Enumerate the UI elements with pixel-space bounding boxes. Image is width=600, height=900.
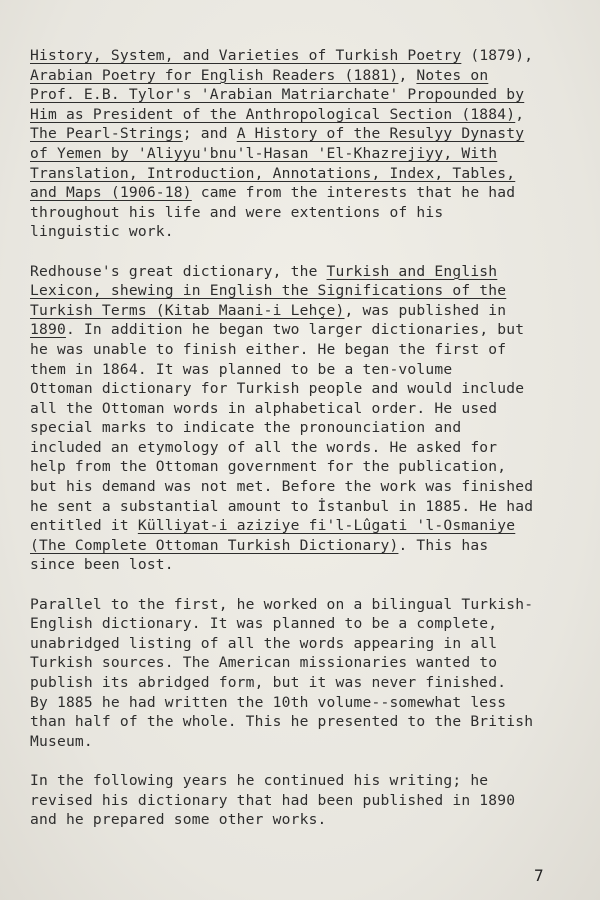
- text-segment: English dictionary. It was planned to be a complete,: [30, 615, 498, 633]
- text-line: [30, 771, 578, 791]
- underlined-title: Notes on: [416, 66, 489, 84]
- text-line: [30, 105, 578, 125]
- text-line: [30, 144, 578, 164]
- text-segment: ; and: [182, 125, 237, 143]
- text-segment: help from the Ottoman government for the publication,: [30, 458, 507, 476]
- text-line: [30, 536, 578, 556]
- text-segment: he was unable to finish either. He began the first of: [30, 340, 507, 358]
- paragraph: [30, 771, 578, 830]
- text-line: [30, 301, 578, 321]
- paragraph: [30, 262, 578, 576]
- text-segment: he sent a substantial amount to İstanbul in 1885. He had: [30, 497, 534, 515]
- text-segment: revised his dictionary that had been published in 1890: [30, 791, 516, 809]
- text-line: [30, 85, 578, 105]
- text-segment: since been lost.: [30, 556, 174, 574]
- underlined-title: and Maps (1906-18): [30, 184, 192, 202]
- text-segment: ,: [515, 105, 525, 123]
- text-segment: Parallel to the first, he worked on a bilingual Turkish-: [30, 595, 534, 613]
- paragraph: [30, 46, 578, 242]
- underlined-title: Arabian Poetry for English Readers (1881): [30, 66, 399, 84]
- text-segment: linguistic work.: [30, 223, 174, 241]
- text-line: [30, 693, 578, 713]
- text-line: [30, 164, 578, 184]
- text-line: [30, 732, 578, 752]
- text-line: [30, 673, 578, 693]
- underlined-title: of Yemen by 'Aliyyu'bnu'l-Hasan 'El-Khazrejiyy, With: [30, 144, 498, 162]
- underlined-title: Prof. E.B. Tylor's 'Arabian Matriarchate' Propounded by: [30, 86, 525, 104]
- text-segment: included an etymology of all the words. He asked for: [30, 438, 498, 456]
- text-line: [30, 497, 578, 517]
- text-line: [30, 477, 578, 497]
- text-line: [30, 614, 578, 634]
- text-line: [30, 653, 578, 673]
- text-segment: . In addition he began two larger dictionaries, but: [65, 321, 525, 339]
- text-line: [30, 712, 578, 732]
- underlined-title: (The Complete Ottoman Turkish Dictionary): [30, 536, 399, 554]
- underlined-title: History, System, and Varieties of Turkish Poetry: [30, 47, 462, 64]
- text-segment: (1879),: [461, 47, 534, 64]
- text-line: [30, 555, 578, 575]
- text-line: [30, 457, 578, 477]
- text-line: [30, 418, 578, 438]
- text-line: [30, 124, 578, 144]
- underlined-title: 1890: [30, 321, 66, 339]
- text-line: [30, 340, 578, 360]
- text-line: [30, 320, 578, 340]
- text-segment: publish its abridged form, but it was never finished.: [30, 674, 507, 691]
- body-text: [30, 46, 578, 849]
- text-line: [30, 595, 578, 615]
- text-segment: Redhouse's great dictionary, the: [30, 262, 327, 280]
- text-line: [30, 262, 578, 282]
- text-line: [30, 791, 578, 811]
- text-segment: them in 1864. It was planned to be a ten-volume: [30, 360, 453, 378]
- text-line: [30, 281, 578, 301]
- text-line: [30, 810, 578, 830]
- text-line: [30, 66, 578, 86]
- underlined-title: Him as President of the Anthropological Section (1884): [30, 105, 516, 123]
- text-segment: than half of the whole. This he presented to the British: [30, 713, 534, 731]
- text-segment: Ottoman dictionary for Turkish people and would include: [30, 380, 525, 398]
- underlined-title: Lexicon, shewing in English the Significations of the: [30, 282, 507, 300]
- text-line: [30, 438, 578, 458]
- text-line: [30, 516, 578, 536]
- underlined-title: Turkish and English: [326, 262, 498, 280]
- text-segment: ,: [398, 66, 417, 84]
- text-line: [30, 222, 578, 242]
- underlined-title: Külliyat-i aziziye fi'l-Lûgati 'l-Osmaniye: [137, 517, 516, 535]
- text-segment: In the following years he continued his writing; he: [30, 771, 489, 789]
- text-segment: Museum.: [30, 732, 93, 750]
- text-line: [30, 203, 578, 223]
- text-segment: came from the interests that he had: [191, 184, 516, 202]
- paragraph: [30, 595, 578, 752]
- underlined-title: The Pearl-Strings: [30, 125, 183, 143]
- underlined-title: A History of the Resulyy Dynasty: [236, 125, 525, 143]
- page-number: 7: [534, 866, 544, 885]
- text-line: [30, 634, 578, 654]
- text-segment: special marks to indicate the pronounciation and: [30, 419, 462, 437]
- text-line: [30, 379, 578, 399]
- text-line: [30, 360, 578, 380]
- text-segment: but his demand was not met. Before the work was finished: [30, 478, 534, 496]
- text-segment: entitled it: [30, 517, 138, 535]
- underlined-title: Translation, Introduction, Annotations, Index, Tables,: [30, 164, 516, 182]
- text-segment: , was published in: [344, 301, 507, 319]
- text-line: [30, 183, 578, 203]
- text-segment: throughout his life and were extentions of his: [30, 203, 444, 221]
- text-segment: unabridged listing of all the words appearing in all: [30, 634, 498, 652]
- text-segment: and he prepared some other works.: [30, 811, 327, 829]
- text-segment: By 1885 he had written the 10th volume--somewhat less: [30, 693, 507, 711]
- text-segment: . This has: [398, 536, 489, 554]
- text-line: [30, 399, 578, 419]
- text-segment: Turkish sources. The American missionaries wanted to: [30, 654, 498, 672]
- text-line: [30, 46, 578, 66]
- underlined-title: Turkish Terms (Kitab Maani-i Lehçe): [30, 301, 345, 319]
- text-segment: all the Ottoman words in alphabetical order. He used: [30, 399, 498, 417]
